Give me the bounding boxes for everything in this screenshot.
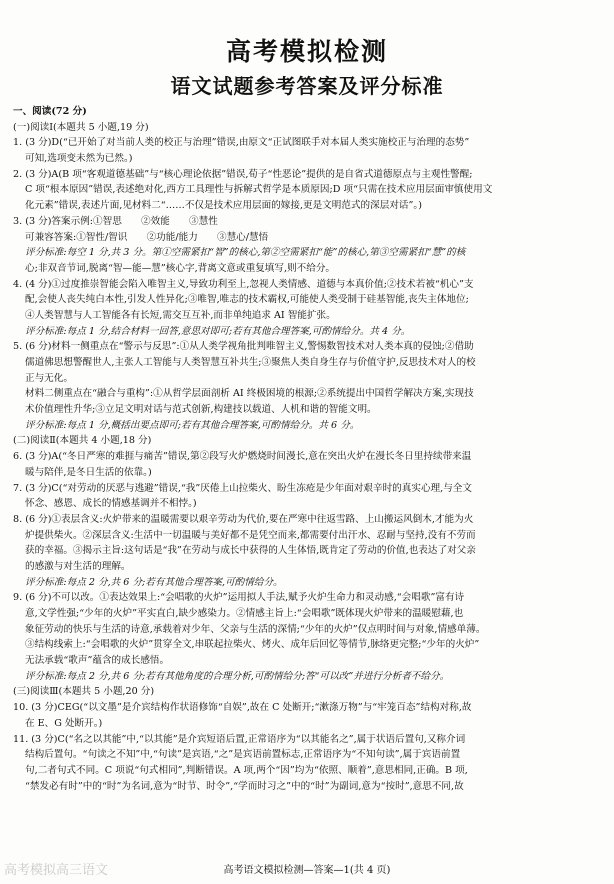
answer-continuation-line: 句,二者句式不同。C 项说“句式相同”,判断错误。A 项,两个“因”均为“依照、顺着”,意思相同,正确。B 项,	[25, 764, 468, 776]
answer-continuation-line: 象征劳动的快乐与生活的诗意,承载着对少年、父亲与生活的深情;“少年的火炉”仅点明时间与对象,情感单薄。	[25, 623, 486, 635]
question-answer-line: 4. (4 分)①过度推崇智能会陷入唯智主义,导致功利至上,忽视人类情感、道德与本真价值;②技术若被“机心”支	[13, 278, 474, 290]
answer-continuation-line: 材料二侧重点在“融合与重构”:①从哲学层面剖析 AI 终极困境的根源;②系统提出中国哲学解决方案,实现技	[25, 388, 474, 400]
question-answer-line: 8. (6 分)①表层含义:火炉带来的温暖需要以艰辛劳动为代价,要在严寒中往返雪路、上山搬运风倒木,才能为火	[13, 513, 474, 525]
scoring-standard-line: 评分标准:每点 2 分,共 6 分;若有其他合理答案,可酌情给分。	[25, 576, 283, 588]
question-answer-line: 3. (3 分)答案示例:①智思 ②效能 ③慧性	[13, 215, 218, 227]
answer-continuation-line: 正与无化。	[25, 372, 73, 384]
answer-continuation-line: 结构后置句。“句读之不知”中,“句读”是宾语,“之”是宾语前置标志,正常语序为“不知句读”,属于宾语前置	[25, 749, 461, 761]
answer-content	[13, 104, 601, 794]
answer-continuation-line: 怀念、感恩、成长的情感基调并不相悖。)	[25, 498, 197, 510]
answer-continuation-line: 可兼容答案:①智性/智识 ②功能/能力 ③慧心/慧悟	[25, 231, 269, 243]
answer-continuation-line: 配,会使人丧失纯白本性,引发人性异化;③唯智,唯志的技术霸权,可能使人类受制于硅基智能,丧失主体地位;	[25, 294, 469, 306]
answer-continuation-line: ③结构线索上:“会唱歌的火炉”贯穿全文,串联起拉柴火、烤火、成年后回忆等情节,脉络更完整;“少年的火炉”	[25, 639, 480, 651]
answer-continuation-line: 可知,选项变未然为已然。)	[25, 153, 133, 165]
answer-continuation-line: ④人类智慧与人工智能各有长短,需交互互补,而非单纯追求 AI 智能扩张。	[25, 309, 336, 321]
subsection-heading: (二)阅读Ⅱ(本题共 4 小题,18 分)	[13, 435, 152, 447]
subsection-heading: (三)阅读Ⅲ(本题共 5 小题,20 分)	[13, 686, 155, 698]
answer-continuation-line: “禁发必有时”中的“时”为名词,意为“时节、时令”,“学而时习之”中的“时”为副词,意为“按时”,意思不同,故	[25, 780, 464, 792]
scoring-standard-line: 评分标准:每点 2 分,共 6 分;若有其他角度的合理分析,可酌情给分;答“可以改”并进行分析者不给分。	[25, 670, 450, 682]
answer-continuation-line: 意,文学性强;“少年的火炉”平实直白,缺少感染力。②情感主旨上:“会唱歌”既体现火炉带来的温暖慰藉,也	[25, 608, 464, 619]
answer-continuation-line: 化元素”错误,表述片面,见材料二“……不仅是技术应用层面的嫁接,更是文明范式的深层对话”。)	[25, 200, 422, 212]
answer-continuation-line: 心;非双音节词,脱离“智—能—慧”核心字,背离文意或重复填写,则不给分。	[25, 262, 336, 274]
scoring-standard-line: 评分标准:每点 1 分,结合材料一回答,意思对即可;若有其他合理答案,可酌情给分。共 4 分。	[25, 325, 411, 337]
answer-continuation-line: 炉提供柴火。②深层含义:生活中一切温暖与美好都不是凭空而来,都需要付出汗水、忍耐与坚持,没有不劳而	[25, 529, 476, 541]
question-answer-line: 11. (3 分)C(“名之以其能”中,“以其能”是介宾短语后置,正常语序为“以其能名之”,属于状语后置句,又称介词	[13, 733, 466, 745]
question-answer-line: 1. (3 分)D(“已开始了对当前人类的校正与治理”错误,由原文“正试图联手对本届人类实施校正与治理的态势”	[13, 137, 470, 149]
answer-continuation-line: 术价值理性升华;③立足文明对话与范式创新,构建技以载道、人机和谐的智能文明。	[25, 404, 377, 416]
answer-continuation-line: 儒道佛思想警醒世人,主张人工智能与人类智慧互补共生;③聚焦人类自身生存与价值守护,反思技术对人的校	[25, 357, 476, 368]
section-heading: 一、阅读(72 分)	[13, 106, 87, 117]
answer-continuation-line: C 项“根本原因”错误,表述绝对化,西方工具理性与拆解式哲学是本质原因;D 项“只需在技术应用层面审慎使用文	[25, 184, 493, 196]
subsection-heading: (一)阅读Ⅰ(本题共 5 小题,19 分)	[13, 121, 149, 133]
page-title: 高考模拟检测	[225, 37, 388, 66]
answer-continuation-line: 的感激与对生活的理解。	[25, 560, 131, 572]
answer-continuation-line: 暖与陪伴,是冬日生活的依靠。)	[25, 466, 152, 478]
question-answer-line: 5. (6 分)材料一侧重点在“警示与反思”:①从人类学视角批判唯智主义,警惕数智技术对人类本真的侵蚀;②借助	[13, 341, 474, 353]
answer-continuation-line: 在 E、G 处断开。)	[25, 717, 103, 729]
watermark: 高考模拟高三语文	[4, 863, 109, 878]
question-answer-line: 9. (6 分)不可以改。①表达效果上:“会唱歌的火炉”运用拟人手法,赋予火炉生命力和灵动感,“会唱歌”富有诗	[13, 592, 465, 604]
question-answer-line: 10. (3 分)CEG(“以文墨”是介宾结构作状语修饰“自娱”,故在 C 处断开;“漱涤万物”与“牢笼百态”结构对称,故	[13, 702, 472, 714]
question-answer-line: 7. (3 分)C(“对劳动的厌恶与逃避”错误,“我”厌倦上山拉柴火、盼生冻疮是少年面对艰辛时的真实心理,与全文	[13, 482, 472, 494]
question-answer-line: 2. (3 分)A(B 项“客观道德基础”与“核心理论依据”错误,荀子“性恶论”提供的是自省式道德原点与主观性警醒;	[13, 168, 473, 180]
page-subtitle: 语文试题参考答案及评分标准	[170, 74, 444, 98]
answer-continuation-line: 获的幸福。③揭示主旨:这句话是“我”在劳动与成长中获得的人生体悟,既肯定了劳动的价值,也表达了对父亲	[25, 545, 476, 557]
scoring-standard-line: 评分标准:每点 1 分,概括出要点即可;若有其他合理答案,可酌情给分。共 6 分。	[25, 419, 360, 431]
answer-continuation-line: 无法承载“歌声”蕴含的成长感悟。	[25, 655, 170, 667]
question-answer-line: 6. (3 分)A(“冬日严寒的难捱与痛苦”错误,第②段写火炉燃烧时间漫长,意在突出火炉在漫长冬日里持续带来温	[13, 451, 472, 463]
scoring-standard-line: 评分标准:每空 1 分,共 3 分。第①空需紧扣“智”的核心,第②空需紧扣“能”的核心,第③空需紧扣“慧”的核	[25, 247, 466, 259]
page-footer: 高考语文模拟检测—答案—1(共 4 页)	[223, 865, 391, 876]
